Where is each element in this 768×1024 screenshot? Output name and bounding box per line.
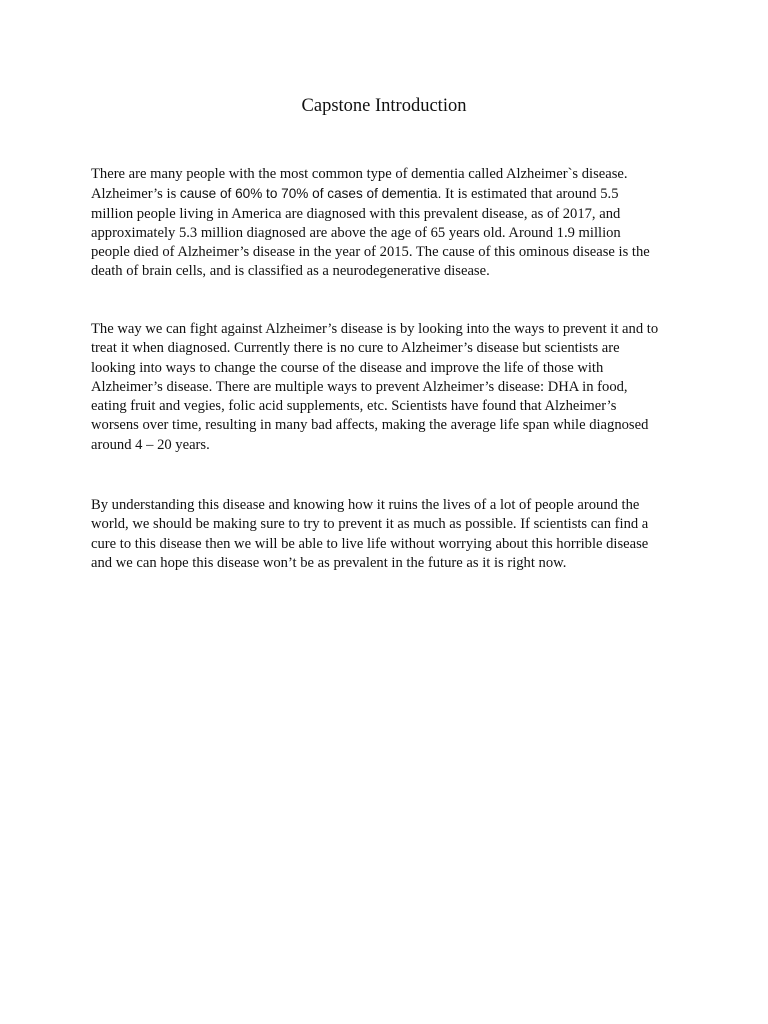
text-segment: By understanding this disease and knowing how it ruins the lives of a lot of people around the [91,497,640,513]
text-line [91,165,693,184]
text-line [91,554,693,573]
text-segment: cure to this disease then we will be able to live life without worrying about this horrible disease [91,535,649,552]
text-line [91,397,693,416]
paragraph-prevention [91,320,693,455]
text-segment: Alzheimer’s is [91,186,180,203]
text-line [91,378,693,397]
text-segment: death of brain cells, and is classified as a neurodegenerative disease. [91,263,490,280]
text-segment: The way we can fight against Alzheimer’s disease is by looking into the ways to prevent it and to [91,321,659,337]
text-segment: around 4 – 20 years. [91,436,210,453]
text-segment: There are many people with the most common type of dementia called Alzheimer`s disease. [91,166,628,182]
text-segment: million people living in America are diagnosed with this prevalent disease, as of 2017, and [91,205,621,222]
text-line [91,416,693,435]
text-line [91,184,693,204]
text-segment: people died of Alzheimer’s disease in the year of 2015. The cause of this ominous disease is the [91,244,650,261]
text-segment: and we can hope this disease won’t be as prevalent in the future as it is right now. [91,554,567,571]
text-segment: It is estimated that around 5.5 [441,186,619,203]
text-line [91,320,693,339]
document-title: Capstone Introduction [301,96,467,116]
text-segment: Alzheimer’s disease. There are multiple ways to prevent Alzheimer’s disease: DHA in food, [91,378,628,395]
text-segment: approximately 5.3 million diagnosed are above the age of 65 years old. Around 1.9 million [91,224,621,241]
text-line [91,339,693,358]
text-line [91,262,693,281]
text-segment: looking into ways to change the course of the disease and improve the life of those with [91,359,604,376]
text-line [91,205,693,224]
text-segment: worsens over time, resulting in many bad affects, making the average life span while diagnosed [91,417,649,434]
text-line [91,243,693,262]
text-line [91,496,693,515]
text-line [91,515,693,534]
paragraph-intro [91,165,693,282]
text-line [91,436,693,455]
text-line [91,224,693,243]
text-line [91,359,693,378]
text-segment: eating fruit and vegies, folic acid supplements, etc. Scientists have found that Alzheimer’s [91,398,617,415]
text-line [91,535,693,554]
paragraph-conclusion [91,496,693,573]
text-segment: cause of 60% to 70% of cases of dementia. [179,186,442,202]
text-segment: world, we should be making sure to try to prevent it as much as possible. If scientists can find a [91,516,649,533]
text-segment: treat it when diagnosed. Currently there is no cure to Alzheimer’s disease but scientists are [91,340,620,357]
